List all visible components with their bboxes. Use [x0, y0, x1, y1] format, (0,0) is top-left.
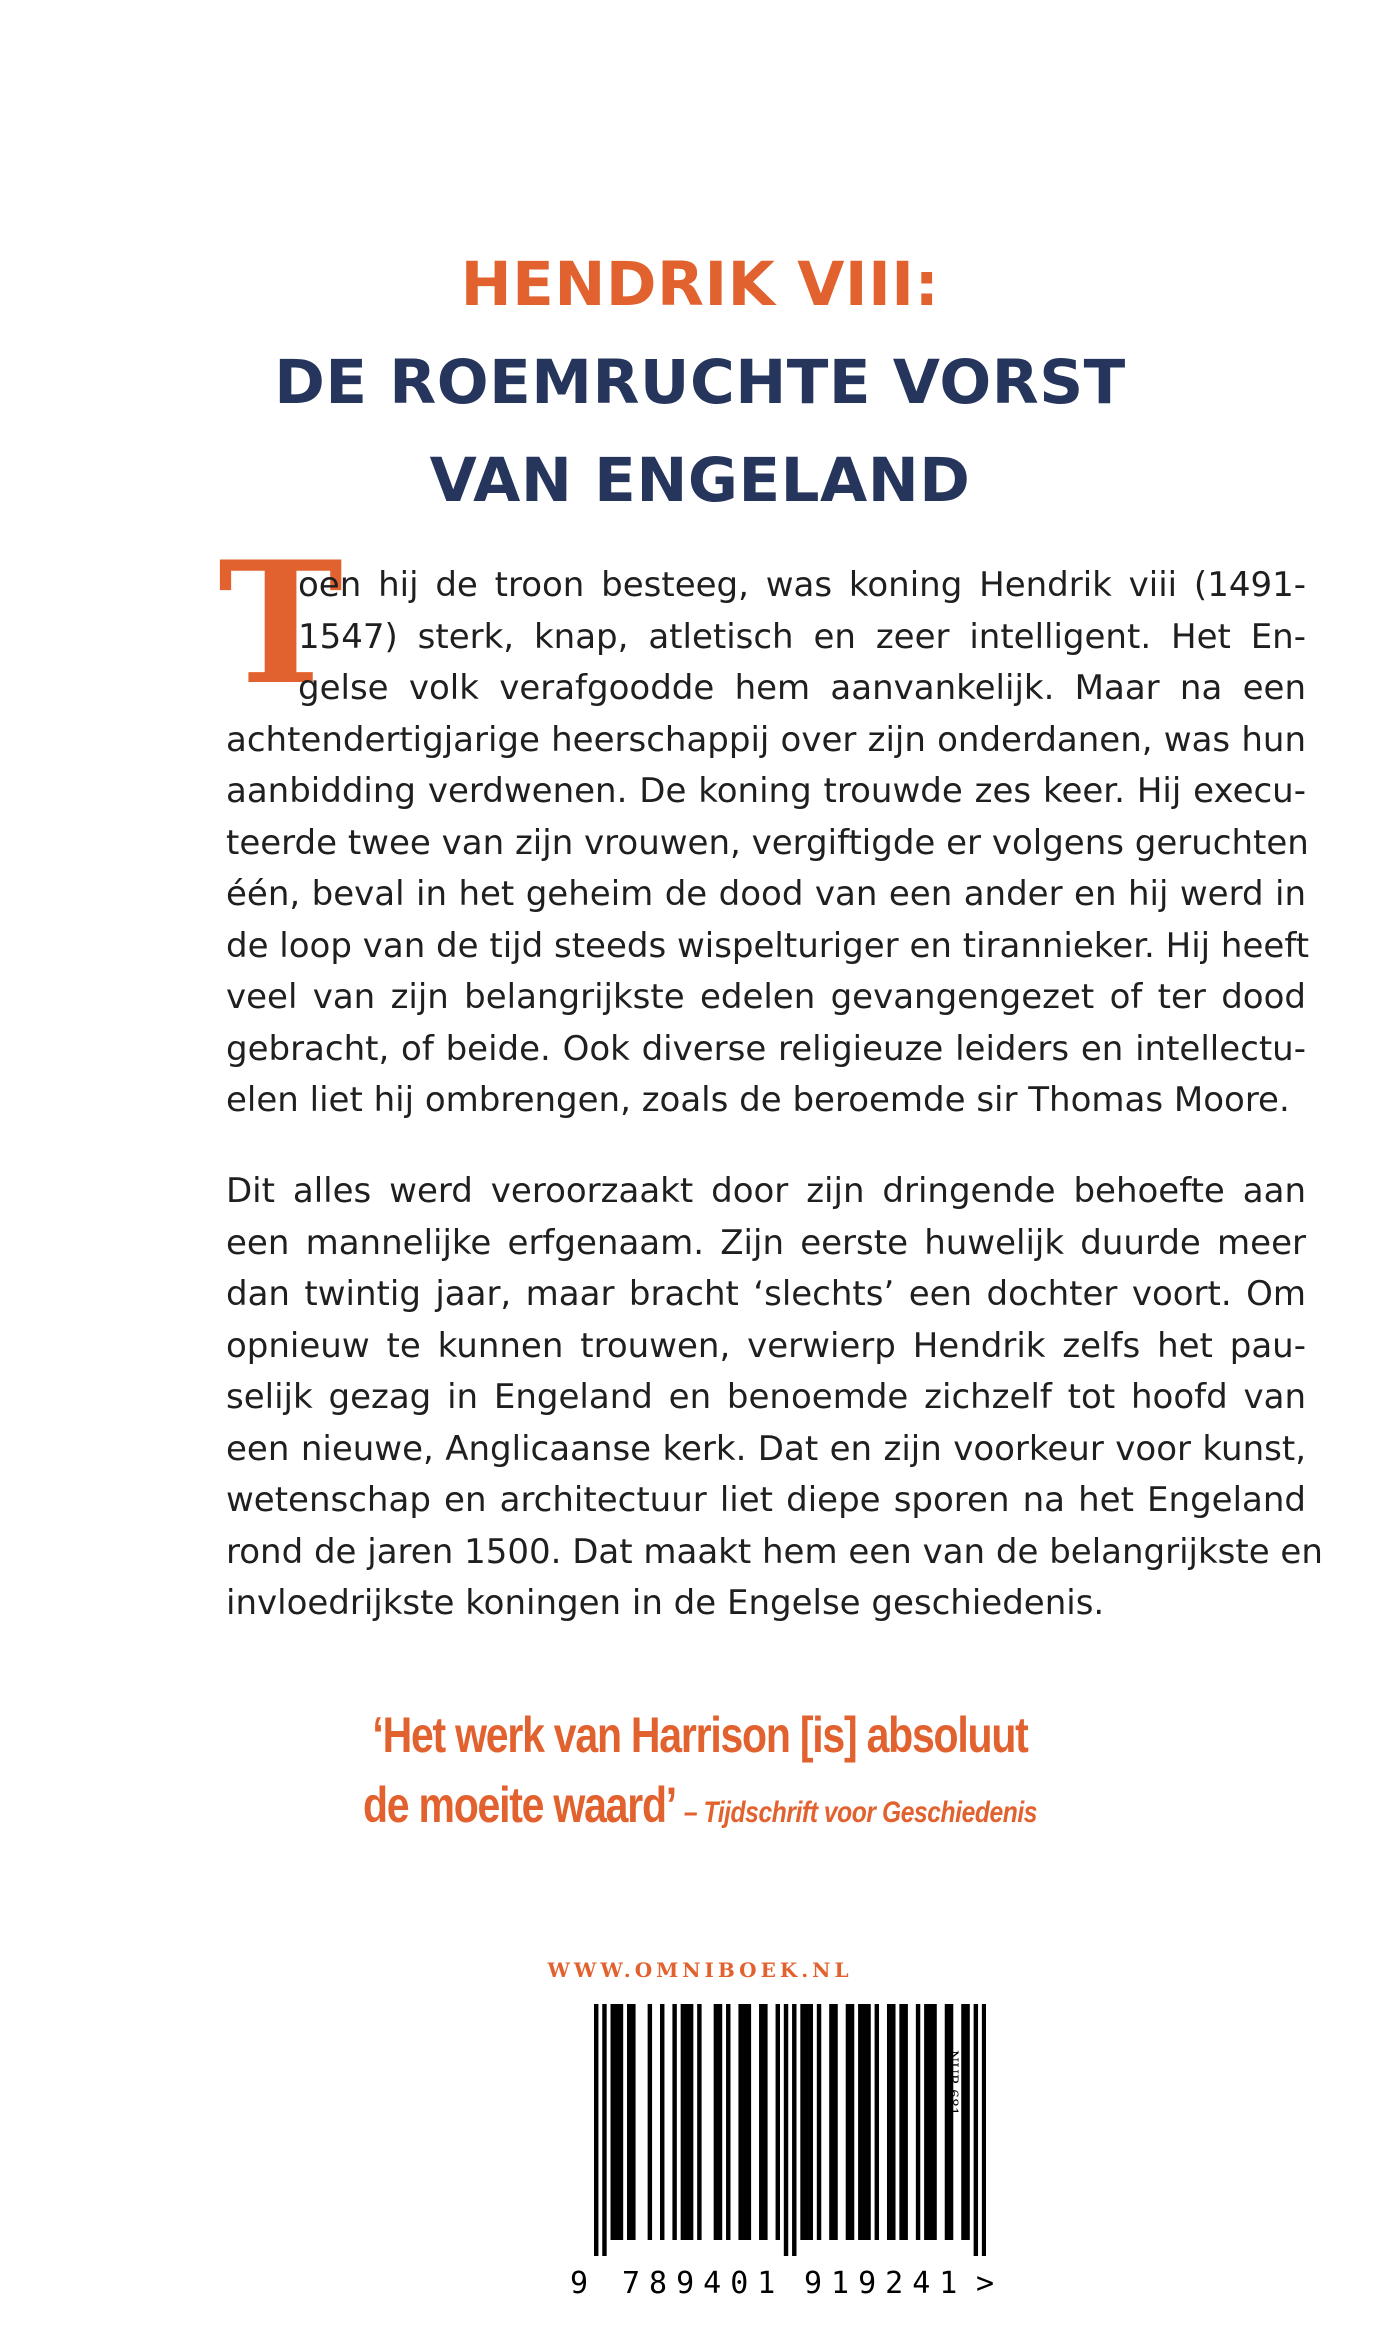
barcode-bar: [899, 2004, 903, 2240]
barcode-bar: [932, 2004, 936, 2240]
barcode-bar: [961, 2004, 965, 2240]
barcode-bar: [726, 2004, 730, 2240]
barcode-bar: [924, 2004, 928, 2240]
text-line: aanbidding verdwenen. De koning trouwde zes keer. Hij execu-: [226, 771, 1306, 811]
text-line: oen hij de troon besteeg, was koning Hendrik viii (1491-: [298, 565, 1306, 605]
barcode-bar: [846, 2004, 850, 2240]
title-line-2: DE ROEMRUCHTE VORST: [274, 347, 1126, 418]
barcode-bar: [833, 2004, 837, 2240]
barcode-bar: [829, 2004, 833, 2240]
barcode-bar: [743, 2004, 747, 2240]
barcode-bar: [817, 2004, 821, 2240]
barcode-bar: [850, 2004, 854, 2240]
text-line: de loop van de tijd steeds wispelturiger en tirannieker. Hij heeft: [226, 925, 1310, 966]
barcode-bar: [974, 2004, 978, 2256]
barcode-bar: [887, 2004, 891, 2240]
text-line: een nieuwe, Anglicaanse kerk. Dat en zijn voorkeur voor kunst,: [226, 1428, 1306, 1469]
barcode-bar: [594, 2004, 598, 2256]
text-line: Dit alles werd veroorzaakt door zijn dringende behoefte aan: [226, 1171, 1306, 1211]
text-line: 1547) sterk, knap, atletisch en zeer intelligent. Het En-: [298, 616, 1306, 657]
barcode-bar: [660, 2004, 664, 2240]
barcode-bar: [759, 2004, 763, 2240]
barcode-bar: [866, 2004, 870, 2240]
isbn-right-group: 919241: [804, 2266, 967, 2301]
barcode-bar: [763, 2004, 767, 2240]
quote-source: – Tijdschrift voor Geschiedenis: [683, 1796, 1038, 1829]
text-line: één, beval in het geheim de dood van een ander en hij werd in: [226, 874, 1306, 914]
barcode-bar: [685, 2004, 689, 2240]
text-line: een mannelijke erfgenaam. Zijn eerste huwelijk duurde meer: [226, 1222, 1306, 1263]
publisher-website: WWW.OMNIBOEK.NL: [547, 1958, 853, 1982]
barcode-bar: [891, 2004, 895, 2240]
quote-text: de moeite waard’: [362, 1777, 674, 1833]
barcode-bar: [672, 2004, 676, 2240]
isbn-digits: [570, 2266, 995, 2306]
barcode-bar: [602, 2004, 606, 2256]
text-line: achtendertigjarige heerschappij over zijn onderdanen, was hun: [226, 719, 1306, 760]
barcode-bar: [714, 2004, 718, 2240]
barcode-bar: [916, 2004, 920, 2240]
barcode-bar: [965, 2004, 969, 2240]
barcode-bar: [747, 2004, 751, 2240]
blurb-paragraph-1: [226, 560, 1310, 1127]
barcode-bar: [718, 2004, 722, 2240]
isbn-first-digit: 9: [570, 2266, 589, 2301]
barcode-bar: [928, 2004, 932, 2240]
barcode-bar: [800, 2004, 804, 2240]
barcode-bar: [809, 2004, 813, 2240]
isbn-arrow: >: [976, 2266, 995, 2301]
isbn-barcode: [570, 2004, 995, 2304]
barcode-bar: [804, 2004, 808, 2240]
text-line: dan twintig jaar, maar bracht ‘slechts’ een dochter voort. Om: [226, 1274, 1306, 1314]
text-line: rond de jaren 1500. Dat maakt hem een van de belangrijkste en: [226, 1531, 1323, 1572]
barcode-bar: [611, 2004, 615, 2240]
barcode-bar: [792, 2004, 796, 2256]
review-quote: [0, 1700, 1400, 1848]
text-line: teerde twee van zijn vrouwen, vergiftigde er volgens geruchten: [226, 822, 1309, 863]
text-line: selijk gezag in Engeland en benoemde zichzelf tot hoofd van: [226, 1377, 1306, 1417]
barcode-bar: [631, 2004, 635, 2240]
barcode-bar: [689, 2004, 693, 2240]
barcode-bar: [648, 2004, 652, 2240]
nur-code: NUR 681: [944, 2050, 960, 2116]
barcode-bar: [619, 2004, 623, 2240]
text-line: gebracht, of beide. Ook diverse religieuze leiders en intellectu-: [226, 1028, 1306, 1069]
text-line: veel van zijn belangrijkste edelen gevangengezet of ter dood: [226, 977, 1306, 1017]
barcode-bar: [615, 2004, 619, 2240]
barcode-bar: [697, 2004, 701, 2240]
barcode-bar: [903, 2004, 907, 2240]
barcode-bar: [627, 2004, 631, 2240]
title-line-1: HENDRIK VIII:: [460, 249, 940, 320]
title-line-3: VAN ENGELAND: [429, 445, 971, 516]
barcode-bar: [862, 2004, 866, 2240]
quote-line-1: ‘Het werk van Harrison [is] absoluut: [372, 1707, 1028, 1763]
text-line: gelse volk verafgoodde hem aanvankelijk. Maar na een: [298, 668, 1306, 708]
barcode-bar: [681, 2004, 685, 2240]
drop-cap: T: [218, 524, 344, 722]
text-line: elen liet hij ombrengen, zoals de beroemde sir Thomas Moore.: [226, 1080, 1290, 1120]
barcode-bar: [776, 2004, 780, 2240]
book-title: [0, 236, 1400, 530]
barcode-bar: [738, 2004, 742, 2240]
barcode-bar: [982, 2004, 986, 2256]
barcode-bars: [594, 2004, 986, 2256]
barcode-bar: [784, 2004, 788, 2256]
barcode-bar: [949, 2004, 953, 2240]
barcode-bar: [945, 2004, 949, 2240]
barcode-bar: [858, 2004, 862, 2240]
barcode-bar: [875, 2004, 879, 2240]
text-line: wetenschap en architectuur liet diepe sporen na het Engeland: [226, 1480, 1306, 1520]
text-line: opnieuw te kunnen trouwen, verwierp Hendrik zelfs het pau-: [226, 1325, 1306, 1366]
blurb-paragraph-2: [226, 1166, 1323, 1630]
text-line: invloedrijkste koningen in de Engelse geschiedenis.: [226, 1583, 1105, 1623]
isbn-left-group: 789401: [622, 2266, 785, 2301]
quote-line-2: [126, 1770, 1274, 1848]
